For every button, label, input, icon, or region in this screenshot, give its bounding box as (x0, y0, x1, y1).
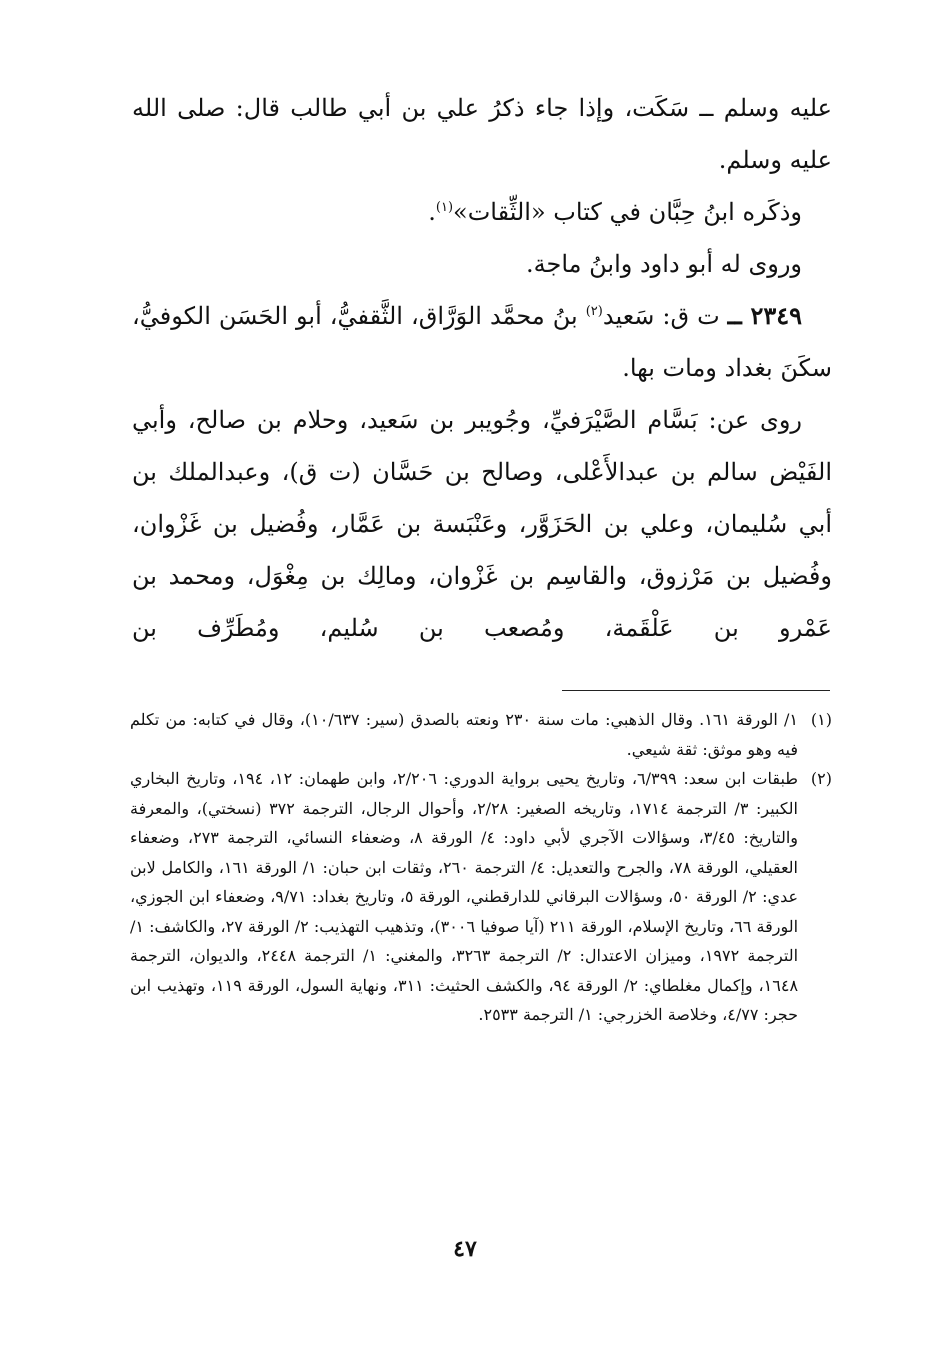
entry-number: ٢٣٤٩ ــ (727, 301, 803, 330)
main-text (132, 82, 832, 654)
entry-rest: بنُ محمَّد الوَرَّاق، الثَّقفيُّ، أبو الحَسَن الكوفيُّ، سكَنَ بغداد ومات بها. (132, 302, 832, 382)
paragraph-ibn-hibban (132, 186, 832, 238)
footnote-text: طبقات ابن سعد: ٦/٣٩٩، وتاريخ يحيى برواية الدوري: ٢/٢٠٦، وابن طهمان: ١٢، ١٩٤، وتاريخ البخاري الكبير: ٣/ الترجمة ١٧١٤، وتاريخه الصغير: ٢/٢٨، وأحوال الرجال، الترجمة ٣٧٢ (نسختي)، والمعرفة والتاريخ: ٣/٤٥، وسؤالات الآجري لأبي داود: ٤/ الورقة ٨، وضعفاء النسائي، الترجمة ٢٧٣، وضعفاء العقيلي، الورقة ٧٨، والجرح والتعديل: ٤/ الترجمة ٢٦٠، وثقات ابن حبان: ١/ الورقة ١٦١، والكامل لابن عدي: ٢/ الورقة ٥٠، وسؤالات البرقاني للدارقطني، الورقة ٥، وتاريخ بغداد: ٩/٧١، وضعفاء ابن الجوزي، الورقة ٦٦، وتاريخ الإسلام، الورقة ٢١١ (آيا صوفيا ٣٠٠٦)، وتذهيب التهذيب: ٢/ الورقة ٢٧، والكاشف: ١/ الترجمة ١٩٧٢، وميزان الاعتدال: ٢/ الترجمة ٣٢٦٣، والمغني: ١/ الترجمة ٢٤٤٨، والديوان، الترجمة ١٦٤٨، وإكمال مغلطاي: ٢/ الورقة ٩٤، والكشف الحثيث: ٣١١، ونهاية السول، الورقة ١١٩، وتهذيب ابن حجر: ٤/٧٧، وخلاصة الخزرجي: ١/ الترجمة ٢٥٣٣. (130, 769, 799, 1024)
paragraph-continuation: عليه وسلم ــ سَكَت، وإذا جاء ذكرُ علي بن أبي طالب قال: صلى الله عليه وسلم. (132, 94, 832, 174)
footnote-2 (130, 764, 832, 1030)
entry-code: ت ق: سَعيد (602, 302, 728, 330)
footnote-mark: (٢) (810, 769, 832, 788)
footnote-ref-2: (٢) (585, 304, 603, 319)
paragraph-ibn-hibban-text: وذكَره ابنُ حِبَّان في كتاب «الثِّقات» (453, 198, 802, 226)
footnote-ref-1: (١) (435, 200, 454, 215)
footnote-mark: (١) (810, 710, 832, 729)
page-number: ٤٧ (453, 1236, 477, 1262)
footnotes (130, 705, 832, 1030)
footnote-divider (562, 690, 830, 691)
paragraph-ibn-hibban-end: . (428, 198, 436, 226)
paragraph-narrators: وروى له أبو داود وابنُ ماجة. (526, 250, 802, 278)
footnote-text: ١/ الورقة ١٦١. وقال الذهبي: مات سنة ٢٣٠ ونعته بالصدق (سير: ١٠/٦٣٧)، وقال في كتابه: من تكلم فيه وهو موثق: ثقة شيعي. (130, 710, 798, 759)
paragraph-narrated-from: روى عن: بَسَّام الصَّيْرَفيِّ، وجُويبر بن سَعيد، وحلام بن صالح، وأبي الفَيْض سالم بن عبدالأَعْلى، وصالح بن حَسَّان (ت ق)، وعبدالملك بن أبي سُليمان، وعلي بن الحَزَوَّر، وعَنْبَسة بن عَمَّار، وفُضيل بن غَزْوان، وفُضيل بن مَرْزوق، والقاسِم بن غَزْوان، ومالِك بن مِغْوَل، ومحمد بن عَمْرو بن عَلْقَمة، ومُصعب بن سُليم، ومُطَرِّف بن (132, 406, 832, 642)
entry-heading (132, 290, 832, 394)
footnote-1 (130, 705, 832, 764)
